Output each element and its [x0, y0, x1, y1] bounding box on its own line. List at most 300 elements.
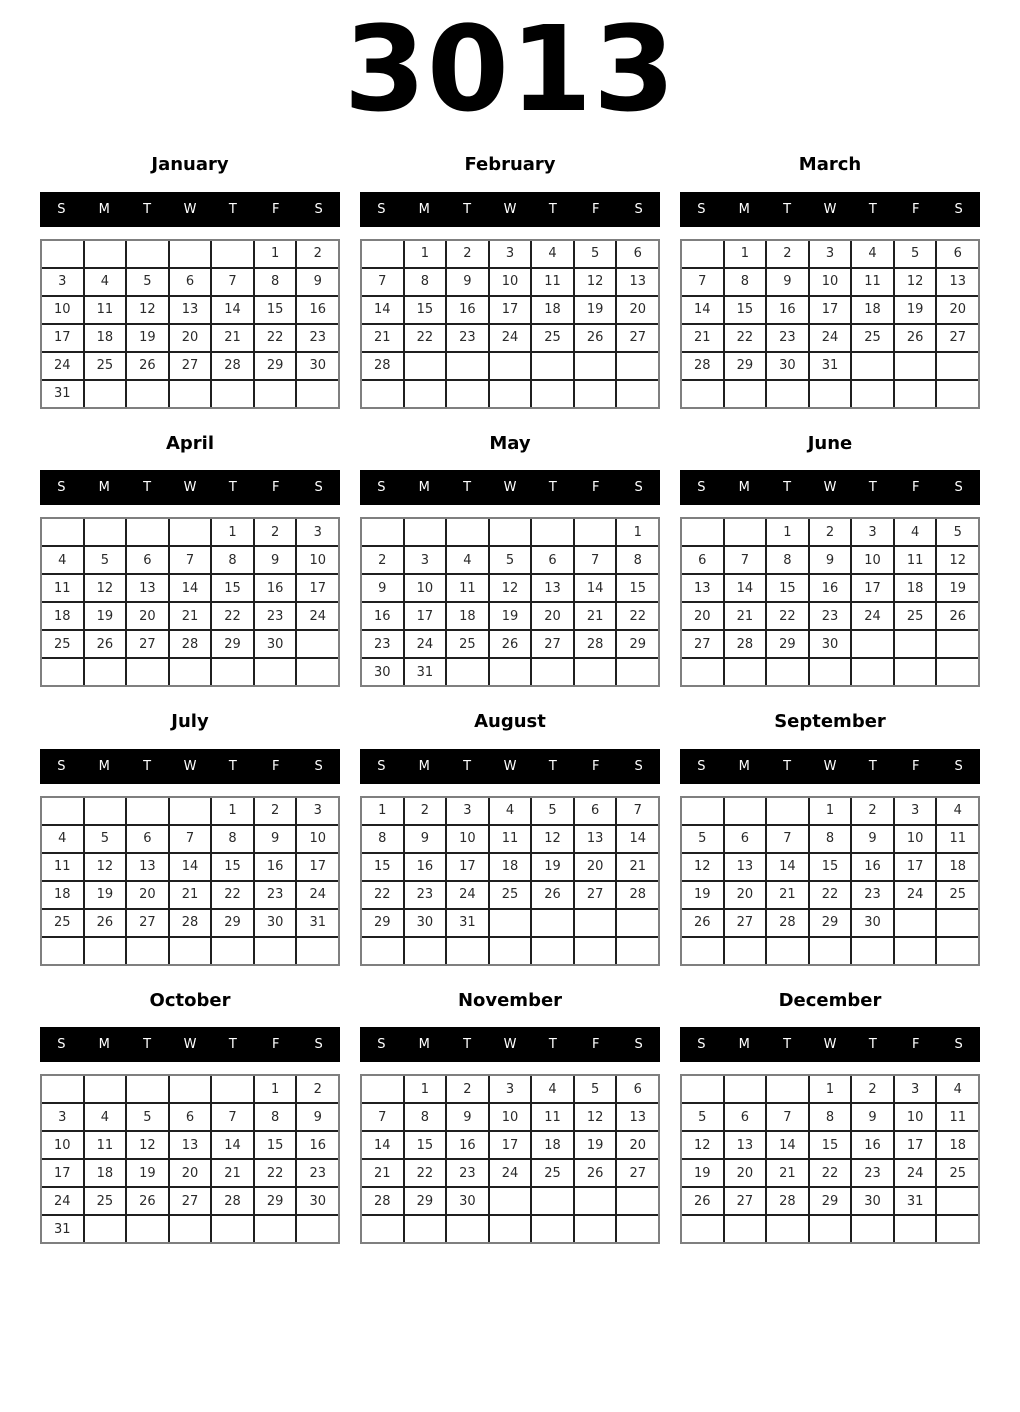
day-cell-empty	[682, 798, 723, 824]
day-cell-empty	[255, 1216, 296, 1242]
day-cell: 6	[532, 547, 573, 573]
day-cell-empty	[767, 1216, 808, 1242]
day-cell: 11	[85, 297, 126, 323]
day-cell: 4	[895, 519, 936, 545]
day-cell: 9	[255, 547, 296, 573]
month-grid	[40, 796, 340, 966]
month-grid	[680, 1074, 980, 1244]
weekday-label: T	[783, 480, 792, 496]
weekday-label: M	[98, 480, 110, 496]
day-cell: 28	[767, 1188, 808, 1214]
day-cell: 24	[297, 882, 338, 908]
day-cell-empty	[297, 631, 338, 657]
day-cell-empty	[725, 659, 766, 685]
day-cell: 5	[85, 826, 126, 852]
day-cell-empty	[575, 353, 616, 379]
day-cell-empty	[895, 910, 936, 936]
weekday-label: S	[57, 201, 66, 217]
day-cell: 8	[617, 547, 658, 573]
day-cell: 29	[212, 631, 253, 657]
day-cell: 13	[617, 269, 658, 295]
day-cell: 17	[447, 854, 488, 880]
weekday-label: W	[183, 758, 197, 774]
day-cell-empty	[42, 519, 83, 545]
weekday-header	[360, 192, 660, 227]
weekday-header	[360, 1027, 660, 1062]
day-cell: 9	[852, 826, 893, 852]
weekday-label: S	[377, 1037, 386, 1053]
day-cell: 23	[297, 1160, 338, 1186]
day-cell: 12	[127, 297, 168, 323]
day-cell-empty	[937, 353, 978, 379]
day-cell: 23	[362, 631, 403, 657]
day-cell: 13	[127, 575, 168, 601]
day-cell: 20	[937, 297, 978, 323]
day-cell-empty	[297, 1216, 338, 1242]
day-cell: 27	[725, 910, 766, 936]
day-cell-empty	[682, 938, 723, 964]
day-cell: 11	[532, 1104, 573, 1130]
day-cell: 25	[42, 631, 83, 657]
day-cell-empty	[447, 519, 488, 545]
weekday-label: F	[591, 758, 600, 774]
day-cell: 29	[212, 910, 253, 936]
day-cell-empty	[127, 938, 168, 964]
day-cell-empty	[532, 519, 573, 545]
day-cell: 27	[532, 631, 573, 657]
weekday-header	[360, 749, 660, 784]
day-cell: 2	[447, 241, 488, 267]
weekday-header	[680, 1027, 980, 1062]
weekday-label: S	[57, 1037, 66, 1053]
day-cell: 18	[852, 297, 893, 323]
day-cell: 27	[127, 631, 168, 657]
day-cell: 9	[810, 547, 851, 573]
day-cell-empty	[490, 519, 531, 545]
day-cell-empty	[490, 910, 531, 936]
day-cell: 14	[767, 1132, 808, 1158]
month-grid	[680, 796, 980, 966]
day-cell: 3	[447, 798, 488, 824]
day-cell-empty	[85, 1076, 126, 1102]
day-cell: 18	[490, 854, 531, 880]
day-cell: 15	[810, 1132, 851, 1158]
weekday-label: W	[823, 201, 837, 217]
day-cell: 26	[937, 603, 978, 629]
day-cell: 7	[362, 1104, 403, 1130]
day-cell-empty	[895, 381, 936, 407]
day-cell: 15	[767, 575, 808, 601]
weekday-label: W	[503, 201, 517, 217]
month-march	[680, 154, 980, 409]
day-cell: 23	[767, 325, 808, 351]
day-cell-empty	[490, 659, 531, 685]
day-cell: 10	[447, 826, 488, 852]
day-cell: 18	[42, 882, 83, 908]
day-cell-empty	[810, 1216, 851, 1242]
day-cell: 28	[170, 910, 211, 936]
day-cell-empty	[767, 381, 808, 407]
day-cell: 4	[490, 798, 531, 824]
day-cell: 16	[405, 854, 446, 880]
day-cell: 9	[852, 1104, 893, 1130]
day-cell: 12	[895, 269, 936, 295]
day-cell-empty	[405, 938, 446, 964]
day-cell: 6	[617, 1076, 658, 1102]
weekday-label: T	[868, 480, 877, 496]
day-cell: 19	[682, 882, 723, 908]
day-cell: 26	[575, 325, 616, 351]
day-cell: 5	[85, 547, 126, 573]
day-cell: 29	[810, 910, 851, 936]
day-cell: 1	[767, 519, 808, 545]
day-cell: 16	[297, 1132, 338, 1158]
month-grid	[360, 1074, 660, 1244]
day-cell: 30	[362, 659, 403, 685]
weekday-label: S	[697, 1037, 706, 1053]
day-cell: 3	[405, 547, 446, 573]
day-cell: 5	[682, 826, 723, 852]
weekday-label: T	[868, 1037, 877, 1053]
weekday-label: S	[954, 201, 963, 217]
day-cell: 12	[85, 854, 126, 880]
month-november	[360, 990, 660, 1245]
day-cell: 28	[212, 353, 253, 379]
day-cell: 2	[852, 1076, 893, 1102]
weekday-label: T	[143, 480, 152, 496]
day-cell: 3	[490, 1076, 531, 1102]
day-cell: 16	[297, 297, 338, 323]
day-cell: 29	[405, 1188, 446, 1214]
day-cell: 11	[937, 826, 978, 852]
day-cell: 8	[405, 1104, 446, 1130]
day-cell: 9	[405, 826, 446, 852]
weekday-label: F	[271, 1037, 280, 1053]
day-cell: 1	[255, 241, 296, 267]
day-cell: 20	[532, 603, 573, 629]
weekday-label: S	[954, 480, 963, 496]
day-cell: 16	[447, 297, 488, 323]
day-cell: 13	[725, 1132, 766, 1158]
day-cell: 6	[127, 826, 168, 852]
day-cell-empty	[362, 938, 403, 964]
day-cell: 3	[895, 798, 936, 824]
day-cell: 12	[532, 826, 573, 852]
weekday-label: W	[183, 480, 197, 496]
day-cell-empty	[255, 938, 296, 964]
day-cell: 26	[682, 1188, 723, 1214]
day-cell: 20	[725, 1160, 766, 1186]
day-cell: 10	[297, 826, 338, 852]
day-cell: 15	[405, 297, 446, 323]
month-grid	[360, 796, 660, 966]
weekday-label: M	[98, 201, 110, 217]
day-cell: 13	[127, 854, 168, 880]
month-september	[680, 711, 980, 966]
day-cell: 20	[682, 603, 723, 629]
day-cell: 5	[127, 1104, 168, 1130]
day-cell-empty	[255, 381, 296, 407]
day-cell: 12	[85, 575, 126, 601]
day-cell: 28	[767, 910, 808, 936]
day-cell: 24	[297, 603, 338, 629]
weekday-label: T	[548, 201, 557, 217]
day-cell-empty	[532, 938, 573, 964]
day-cell-empty	[447, 353, 488, 379]
day-cell: 5	[575, 241, 616, 267]
day-cell: 23	[852, 1160, 893, 1186]
weekday-label: T	[548, 1037, 557, 1053]
month-title: February	[464, 154, 556, 175]
day-cell: 20	[575, 854, 616, 880]
day-cell: 21	[575, 603, 616, 629]
day-cell: 4	[447, 547, 488, 573]
day-cell: 1	[617, 519, 658, 545]
day-cell: 4	[85, 269, 126, 295]
weekday-label: T	[143, 758, 152, 774]
day-cell: 14	[212, 1132, 253, 1158]
day-cell: 15	[405, 1132, 446, 1158]
day-cell: 12	[937, 547, 978, 573]
day-cell-empty	[767, 938, 808, 964]
day-cell: 29	[767, 631, 808, 657]
day-cell: 28	[575, 631, 616, 657]
day-cell: 24	[405, 631, 446, 657]
day-cell: 8	[255, 1104, 296, 1130]
day-cell: 27	[617, 1160, 658, 1186]
month-july	[40, 711, 340, 966]
day-cell: 30	[255, 631, 296, 657]
day-cell: 31	[447, 910, 488, 936]
day-cell: 18	[85, 325, 126, 351]
day-cell: 26	[85, 910, 126, 936]
day-cell-empty	[212, 1216, 253, 1242]
day-cell-empty	[362, 519, 403, 545]
day-cell: 20	[617, 297, 658, 323]
day-cell: 25	[532, 1160, 573, 1186]
day-cell: 21	[682, 325, 723, 351]
day-cell: 3	[42, 1104, 83, 1130]
month-title: September	[774, 711, 886, 733]
day-cell: 7	[617, 798, 658, 824]
day-cell: 11	[937, 1104, 978, 1130]
weekday-label: S	[634, 480, 643, 496]
day-cell-empty	[170, 241, 211, 267]
day-cell: 25	[85, 1188, 126, 1214]
day-cell: 3	[297, 519, 338, 545]
day-cell-empty	[362, 1076, 403, 1102]
day-cell: 9	[297, 1104, 338, 1130]
day-cell: 8	[212, 826, 253, 852]
weekday-label: M	[418, 758, 430, 774]
day-cell: 28	[725, 631, 766, 657]
day-cell: 21	[212, 325, 253, 351]
day-cell: 16	[362, 603, 403, 629]
day-cell: 8	[255, 269, 296, 295]
day-cell-empty	[42, 938, 83, 964]
day-cell: 22	[810, 1160, 851, 1186]
weekday-label: W	[503, 1037, 517, 1053]
weekday-header	[40, 192, 340, 227]
day-cell: 18	[532, 1132, 573, 1158]
day-cell: 7	[767, 1104, 808, 1130]
weekday-label: T	[868, 758, 877, 774]
day-cell: 10	[490, 269, 531, 295]
day-cell: 1	[725, 241, 766, 267]
day-cell-empty	[937, 631, 978, 657]
day-cell-empty	[490, 938, 531, 964]
day-cell: 2	[447, 1076, 488, 1102]
day-cell: 30	[852, 910, 893, 936]
day-cell-empty	[490, 1188, 531, 1214]
day-cell: 16	[447, 1132, 488, 1158]
day-cell: 25	[895, 603, 936, 629]
day-cell: 15	[362, 854, 403, 880]
day-cell: 19	[532, 854, 573, 880]
weekday-header	[680, 749, 980, 784]
weekday-header	[680, 470, 980, 505]
day-cell: 27	[682, 631, 723, 657]
weekday-label: T	[143, 201, 152, 217]
day-cell: 2	[767, 241, 808, 267]
day-cell: 1	[810, 1076, 851, 1102]
weekday-label: S	[314, 480, 323, 496]
day-cell-empty	[85, 381, 126, 407]
day-cell: 20	[127, 603, 168, 629]
day-cell: 22	[212, 603, 253, 629]
day-cell-empty	[490, 381, 531, 407]
day-cell-empty	[895, 1216, 936, 1242]
weekday-label: T	[143, 1037, 152, 1053]
day-cell: 19	[490, 603, 531, 629]
day-cell-empty	[895, 353, 936, 379]
day-cell: 14	[362, 297, 403, 323]
day-cell: 14	[170, 854, 211, 880]
day-cell: 27	[170, 353, 211, 379]
weekday-label: F	[911, 1037, 920, 1053]
day-cell-empty	[127, 659, 168, 685]
day-cell: 13	[617, 1104, 658, 1130]
day-cell: 23	[255, 603, 296, 629]
day-cell: 15	[212, 854, 253, 880]
day-cell-empty	[937, 1188, 978, 1214]
day-cell: 29	[255, 1188, 296, 1214]
day-cell: 17	[810, 297, 851, 323]
day-cell: 6	[170, 269, 211, 295]
month-title: December	[778, 989, 882, 1011]
day-cell: 18	[85, 1160, 126, 1186]
day-cell: 23	[297, 325, 338, 351]
day-cell: 24	[490, 325, 531, 351]
day-cell: 30	[405, 910, 446, 936]
day-cell: 19	[85, 603, 126, 629]
day-cell: 19	[575, 297, 616, 323]
day-cell-empty	[212, 241, 253, 267]
day-cell: 26	[532, 882, 573, 908]
day-cell-empty	[767, 659, 808, 685]
weekday-label: S	[314, 758, 323, 774]
day-cell: 30	[447, 1188, 488, 1214]
day-cell: 3	[297, 798, 338, 824]
day-cell-empty	[725, 519, 766, 545]
day-cell: 12	[682, 1132, 723, 1158]
day-cell: 23	[405, 882, 446, 908]
day-cell: 2	[810, 519, 851, 545]
day-cell: 18	[532, 297, 573, 323]
weekday-label: M	[418, 480, 430, 496]
day-cell-empty	[362, 1216, 403, 1242]
day-cell-empty	[405, 353, 446, 379]
weekday-label: F	[911, 758, 920, 774]
day-cell: 18	[937, 854, 978, 880]
day-cell: 14	[362, 1132, 403, 1158]
day-cell: 4	[42, 826, 83, 852]
day-cell: 13	[725, 854, 766, 880]
day-cell: 2	[405, 798, 446, 824]
day-cell: 6	[682, 547, 723, 573]
day-cell-empty	[212, 381, 253, 407]
weekday-label: T	[228, 201, 237, 217]
day-cell: 30	[297, 1188, 338, 1214]
day-cell-empty	[852, 938, 893, 964]
weekday-label: F	[911, 480, 920, 496]
day-cell-empty	[170, 1076, 211, 1102]
weekday-label: S	[377, 758, 386, 774]
day-cell-empty	[725, 938, 766, 964]
day-cell: 26	[895, 325, 936, 351]
weekday-label: F	[591, 1037, 600, 1053]
day-cell: 23	[810, 603, 851, 629]
day-cell-empty	[575, 381, 616, 407]
day-cell-empty	[42, 1076, 83, 1102]
day-cell: 10	[297, 547, 338, 573]
weekday-label: S	[954, 1037, 963, 1053]
day-cell-empty	[895, 938, 936, 964]
day-cell: 28	[682, 353, 723, 379]
day-cell-empty	[937, 659, 978, 685]
day-cell-empty	[127, 1076, 168, 1102]
day-cell-empty	[297, 938, 338, 964]
day-cell-empty	[447, 938, 488, 964]
day-cell: 20	[127, 882, 168, 908]
weekday-header	[40, 1027, 340, 1062]
weekday-label: M	[738, 1037, 750, 1053]
day-cell: 21	[767, 1160, 808, 1186]
weekday-label: S	[697, 201, 706, 217]
day-cell-empty	[575, 659, 616, 685]
day-cell: 24	[852, 603, 893, 629]
weekday-label: T	[228, 758, 237, 774]
day-cell: 1	[212, 798, 253, 824]
day-cell: 7	[362, 269, 403, 295]
month-title: April	[165, 432, 215, 454]
day-cell: 31	[42, 1216, 83, 1242]
day-cell: 15	[810, 854, 851, 880]
day-cell-empty	[937, 910, 978, 936]
month-december	[680, 990, 980, 1245]
day-cell-empty	[617, 381, 658, 407]
day-cell: 14	[212, 297, 253, 323]
day-cell: 10	[490, 1104, 531, 1130]
day-cell: 6	[725, 826, 766, 852]
day-cell-empty	[682, 381, 723, 407]
day-cell: 21	[617, 854, 658, 880]
day-cell: 18	[42, 603, 83, 629]
day-cell: 23	[852, 882, 893, 908]
day-cell-empty	[767, 1076, 808, 1102]
day-cell: 29	[617, 631, 658, 657]
day-cell: 30	[810, 631, 851, 657]
